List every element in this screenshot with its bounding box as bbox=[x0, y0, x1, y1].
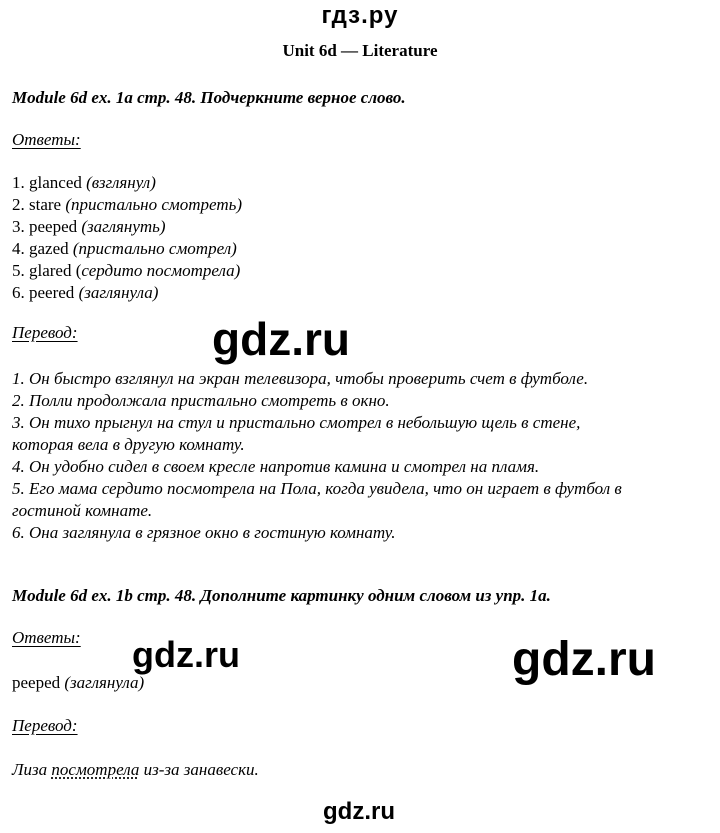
translation-pre: Лиза bbox=[12, 760, 52, 779]
answer-num: 3. bbox=[12, 217, 29, 236]
exercise2-answers-label: Ответы: bbox=[12, 628, 81, 647]
watermark: gdz.ru bbox=[323, 798, 395, 825]
translation-underlined-word: посмотрела bbox=[51, 760, 140, 779]
answer-translation: (заглянуть) bbox=[81, 217, 166, 236]
exercise2-translation bbox=[12, 759, 259, 781]
answer-line bbox=[12, 216, 166, 238]
answer-word: stare bbox=[29, 195, 66, 214]
watermark: gdz.ru bbox=[132, 634, 240, 675]
answer-translation: сердито посмотрела) bbox=[81, 261, 241, 280]
answer-word: glared bbox=[29, 261, 76, 280]
unit-title: Unit 6d — Literature bbox=[282, 41, 438, 60]
answer-num: 2. bbox=[12, 195, 29, 214]
translation-post: из-за занавески. bbox=[139, 760, 259, 779]
answer-line bbox=[12, 260, 240, 282]
site-title: гдз.ру bbox=[321, 2, 399, 29]
answer-num: 4. bbox=[12, 239, 29, 258]
exercise1-heading: Module 6d ex. 1a стр. 48. Подчеркните верное слово. bbox=[12, 88, 406, 107]
translation-line: 4. Он удобно сидел в своем кресле напротив камина и смотрел на пламя. bbox=[12, 457, 540, 476]
exercise2-answer bbox=[12, 672, 144, 694]
answer-translation: (пристально смотрел) bbox=[72, 239, 237, 258]
answer-line bbox=[12, 282, 158, 304]
answer-num: 5. bbox=[12, 261, 29, 280]
translation-line: гостиной комнате. bbox=[12, 501, 153, 520]
answer-word: peered bbox=[29, 283, 79, 302]
translation-line: 3. Он тихо прыгнул на стул и пристально смотрел в небольшую щель в стене, bbox=[12, 413, 581, 432]
translation-line: 5. Его мама сердито посмотрела на Пола, когда увидела, что он играет в футбол в bbox=[12, 479, 622, 498]
answer-line bbox=[12, 172, 156, 194]
answer-word: peeped bbox=[29, 217, 82, 236]
exercise1-translation-label: Перевод: bbox=[12, 323, 78, 342]
translation-line: 6. Она заглянула в грязное окно в гостиную комнату. bbox=[12, 523, 396, 542]
exercise1-answers-label: Ответы: bbox=[12, 130, 81, 149]
answer-translation: (пристально смотреть) bbox=[65, 195, 243, 214]
translation-line: 1. Он быстро взглянул на экран телевизора, чтобы проверить счет в футболе. bbox=[12, 369, 589, 388]
exercise2-translation-label: Перевод: bbox=[12, 716, 78, 735]
translation-line: 2. Полли продолжала пристально смотреть в окно. bbox=[12, 391, 390, 410]
answer-pre: ( bbox=[75, 261, 82, 280]
answer-num: 6. bbox=[12, 283, 29, 302]
answer-line bbox=[12, 194, 242, 216]
answer-translation: (взглянул) bbox=[86, 173, 156, 192]
translation-line: которая вела в другую комнату. bbox=[12, 435, 245, 454]
exercise2-heading: Module 6d ex. 1b стр. 48. Дополните картинку одним словом из упр. 1a. bbox=[12, 586, 551, 605]
watermark: gdz.ru bbox=[512, 633, 656, 686]
answer-line bbox=[12, 238, 237, 260]
answer-word: gazed bbox=[29, 239, 73, 258]
watermark: gdz.ru bbox=[212, 313, 350, 365]
answer-translation: (заглянула) bbox=[64, 673, 145, 692]
answer-num: 1. bbox=[12, 173, 29, 192]
answer-translation: (заглянула) bbox=[78, 283, 159, 302]
answer-word: peeped bbox=[12, 673, 65, 692]
answer-word: glanced bbox=[29, 173, 87, 192]
